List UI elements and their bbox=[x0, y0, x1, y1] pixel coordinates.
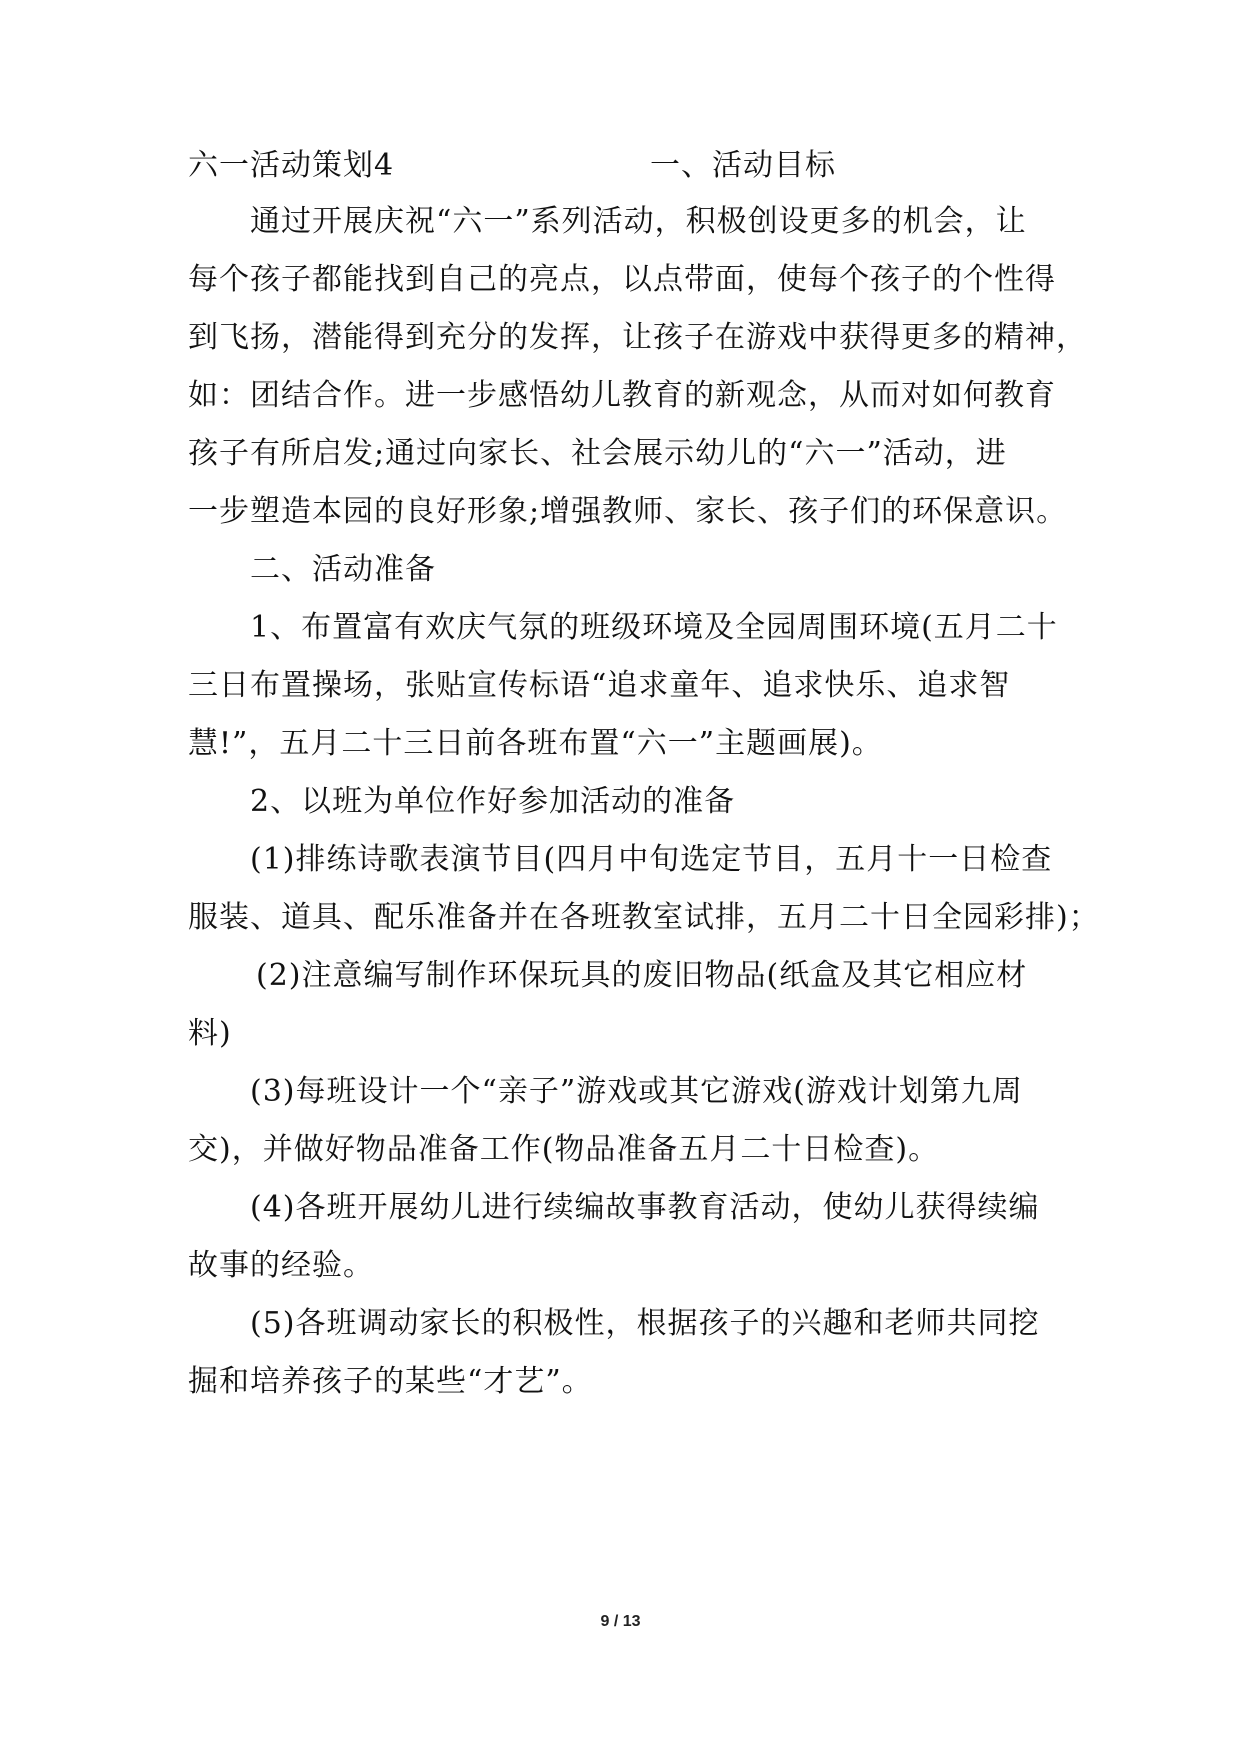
paragraph-line: 通过开展庆祝“六一”系列活动，积极创设更多的机会，让 bbox=[250, 204, 1027, 239]
list-item-line: (5)各班调动家长的积极性，根据孩子的兴趣和老师共同挖 bbox=[250, 1306, 1040, 1341]
list-item-line: 掘和培养孩子的某些“才艺”。 bbox=[188, 1364, 593, 1399]
document-title: 六一活动策划4 bbox=[188, 148, 395, 183]
paragraph-line: 每个孩子都能找到自己的亮点，以点带面，使每个孩子的个性得 bbox=[188, 262, 1056, 297]
paragraph-line: 如：团结合作。进一步感悟幼儿教育的新观念，从而对如何教育 bbox=[188, 378, 1056, 413]
list-item-line: (3)每班设计一个“亲子”游戏或其它游戏(游戏计划第九周 bbox=[250, 1074, 1023, 1109]
paragraph-line: 三日布置操场，张贴宣传标语“追求童年、追求快乐、追求智 bbox=[188, 668, 1011, 703]
list-item-line: 交)，并做好物品准备工作(物品准备五月二十日检查)。 bbox=[188, 1132, 940, 1167]
page-number: 9 / 13 bbox=[600, 1613, 641, 1630]
list-item-line: (1)排练诗歌表演节目(四月中旬选定节目，五月十一日检查 bbox=[250, 842, 1053, 877]
list-item-line: 故事的经验。 bbox=[188, 1248, 374, 1283]
list-item-line: (4)各班开展幼儿进行续编故事教育活动，使幼儿获得续编 bbox=[250, 1190, 1040, 1225]
paragraph-line: 孩子有所启发;通过向家长、社会展示幼儿的“六一”活动，进 bbox=[188, 436, 1007, 471]
section-heading-goals: 一、活动目标 bbox=[650, 148, 836, 183]
paragraph-line: 慧!”，五月二十三日前各班布置“六一”主题画展)。 bbox=[188, 726, 883, 761]
list-item-line: (2)注意编写制作环保玩具的废旧物品(纸盒及其它相应材 bbox=[256, 958, 1028, 993]
title-line bbox=[188, 146, 1068, 186]
list-item-line: 服装、道具、配乐准备并在各班教室试排，五月二十日全园彩排)； bbox=[188, 900, 1100, 935]
list-item-line: 料) bbox=[188, 1016, 232, 1051]
paragraph-line: 到飞扬，潜能得到充分的发挥，让孩子在游戏中获得更多的精神， bbox=[188, 320, 1087, 355]
section-heading-preparation: 二、活动准备 bbox=[250, 552, 436, 587]
paragraph-line: 2、以班为单位作好参加活动的准备 bbox=[250, 784, 736, 819]
paragraph-line: 1、布置富有欢庆气氛的班级环境及全园周围环境(五月二十 bbox=[250, 610, 1058, 645]
paragraph-line: 一步塑造本园的良好形象;增强教师、家长、孩子们的环保意识。 bbox=[188, 494, 1068, 529]
